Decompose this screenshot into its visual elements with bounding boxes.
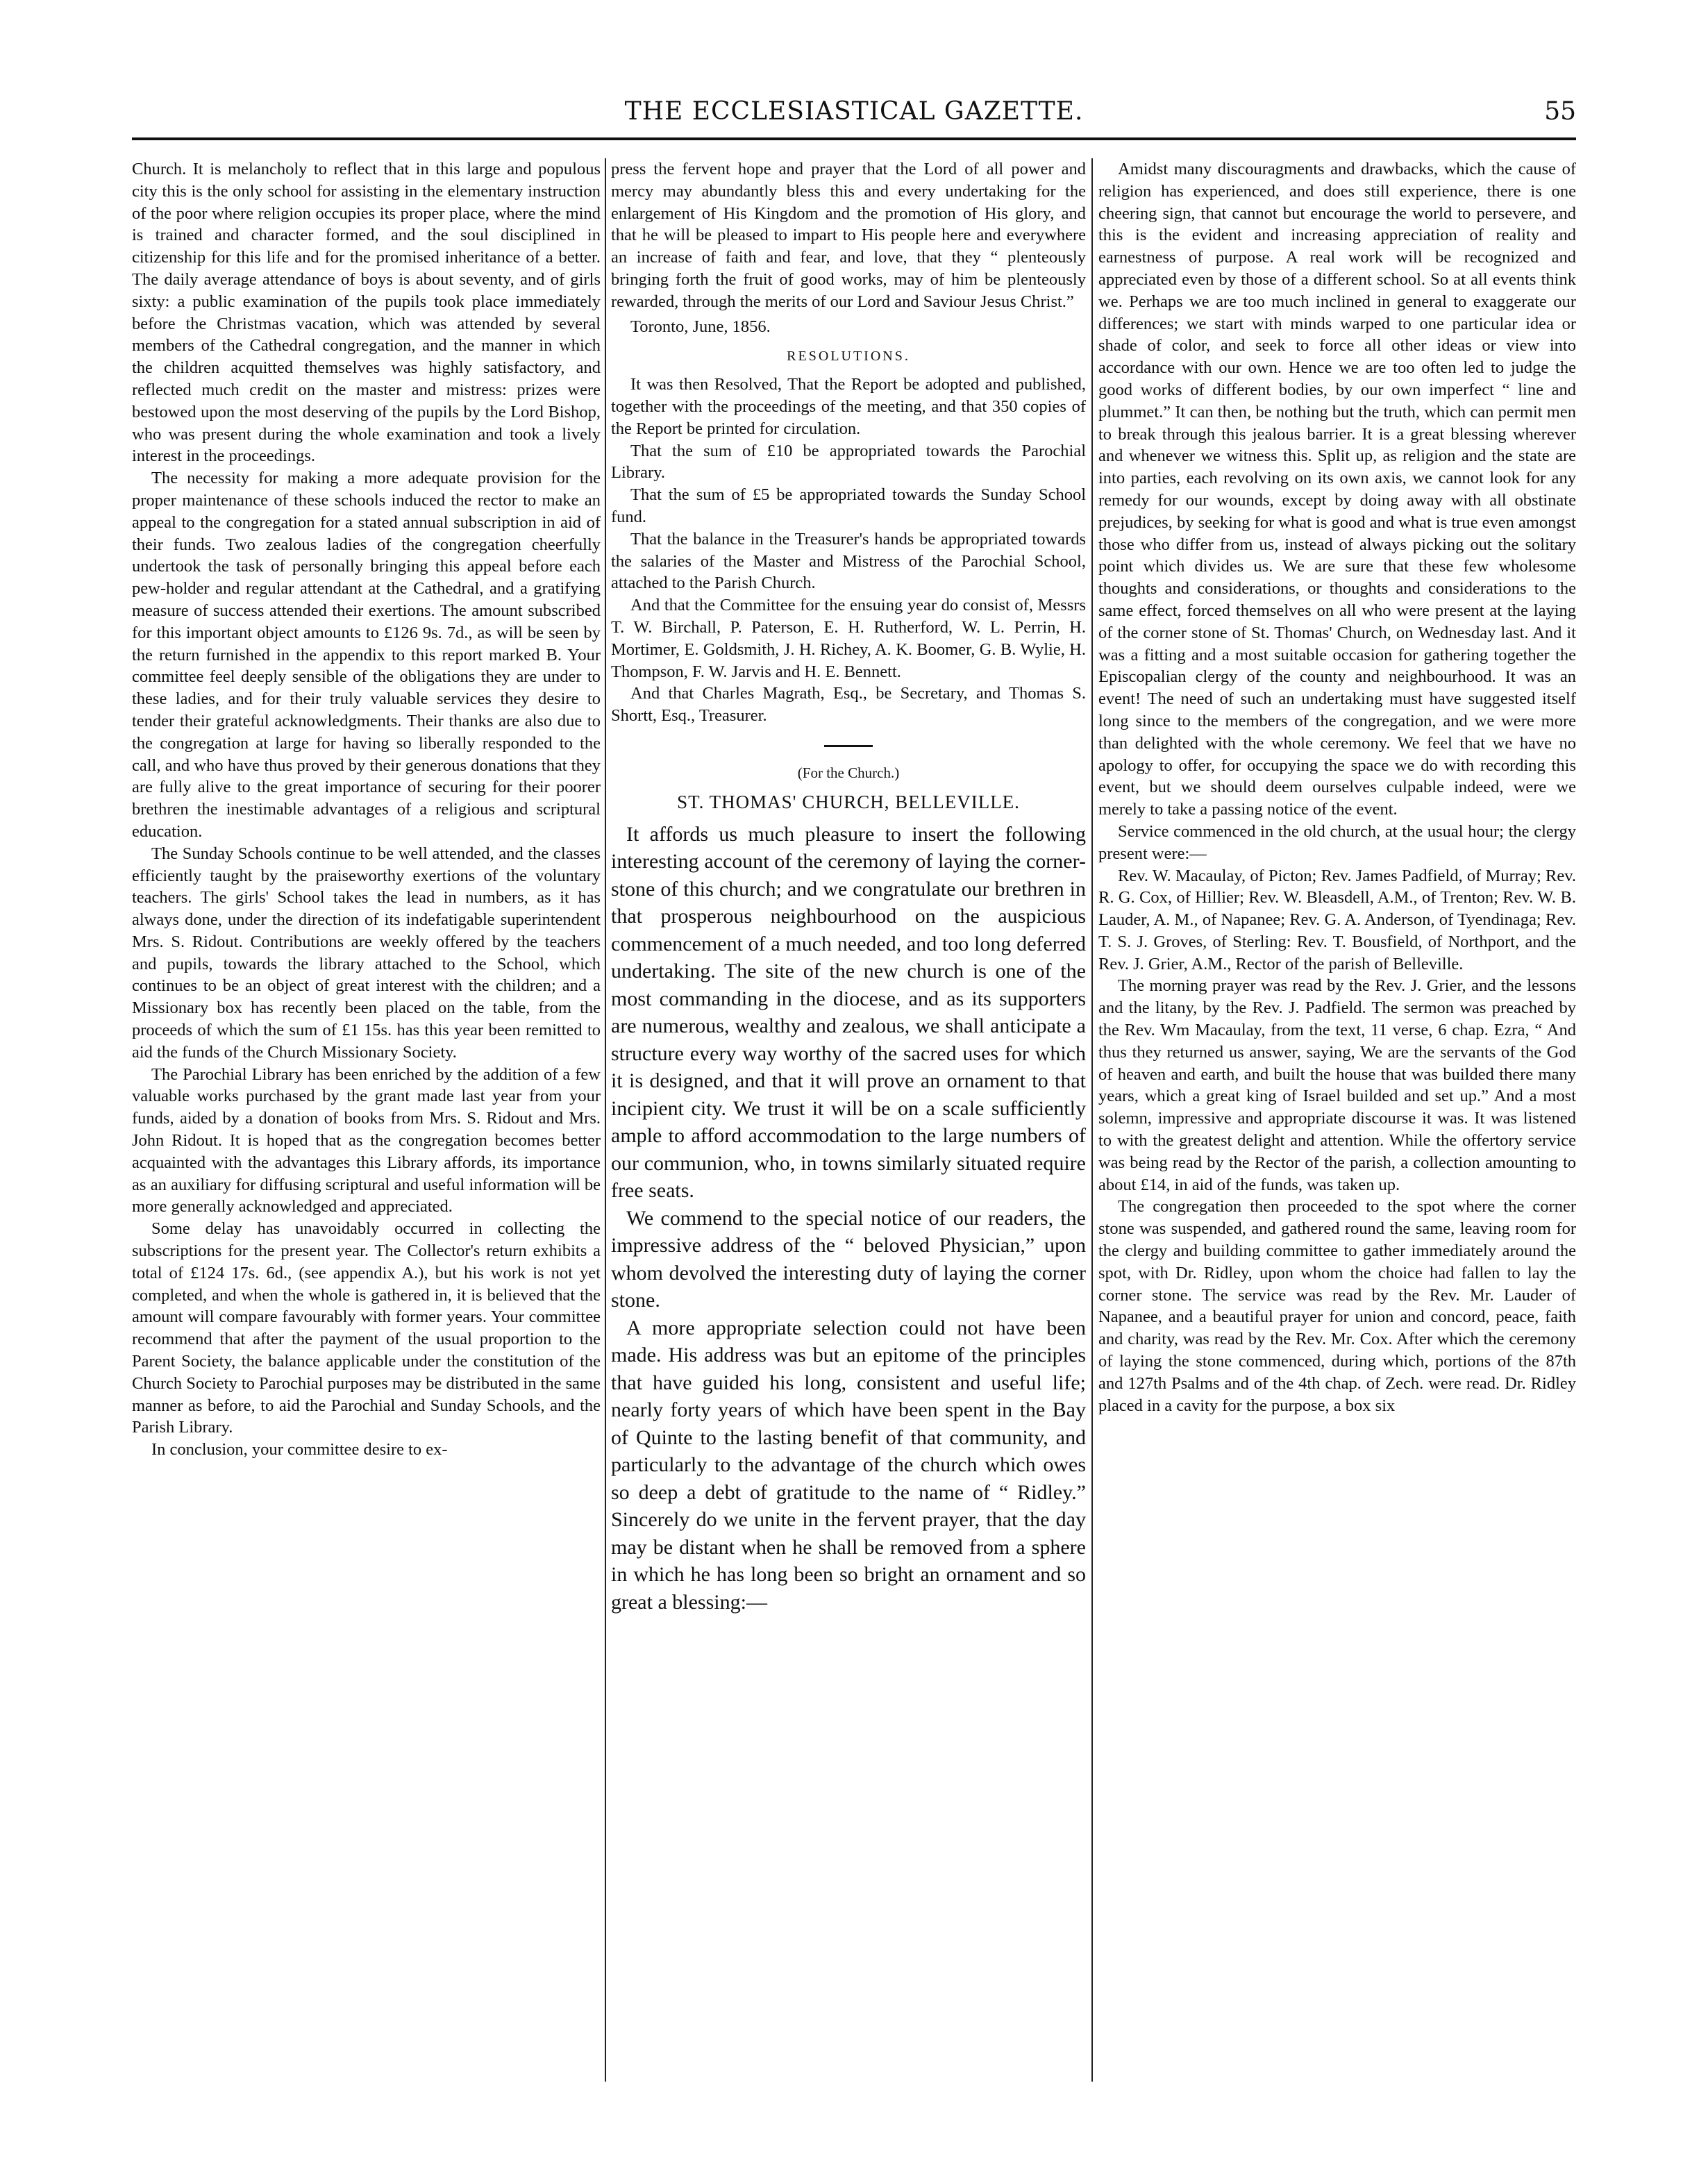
resolutions-heading: RESOLUTIONS. [787,349,910,365]
column-1 [132,158,601,2089]
report-closing: press the fervent hope and prayer that the Lord of all power and mercy may abundantly bless this and every undertaking for the enlargement of His Kingdom and the promotion of His glory, and that he will be pleased to impart to His people here and everywhere an increase of faith and fear, and love, that they “ plenteously bringing forth the fruit of good works, may of him be plenteously rewarded, through the merits of our Lord and Saviour Jesus Christ.” [611,160,1086,311]
resolution: That the sum of £10 be appropriated towards the Parochial Library. [611,441,1086,483]
column1-paragraph: The necessity for making a more adequate provision for the proper maintenance of these schools induced the rector to make an appeal to the congregation for a stated annual subscription in aid of their funds. Two zealous ladies of the congregation cheerfully undertook the task of personally bringing this appeal before each pew-holder and regular attendant at the Cathedral, and a gratifying measure of success attended their exertions. The amount subscribed for this important object amounts to £126 9s. 7d., as will be seen by the return furnished in the appendix to this report marked B. Your committee feel deeply sensible of the obligations they are under to these ladies, and for their truly valuable services they desire to tender their grateful acknowledgments. Their thanks are also due to the congregation at large for having so liberally responded to the call, and who have thus proved by their generous donations that they are fully alive to the great importance of securing for their poorer brethren the inestimable advantages of a religious and scriptural education. [132,469,601,841]
article-body [611,821,1086,1616]
column3-paragraph: Service commenced in the old church, at the usual hour; the clergy present were:— [1098,821,1576,863]
column3-paragraph: The morning prayer was read by the Rev. J. Grier, and the lessons and the litany, by the Rev. J. Padfield. The sermon was preached by the Rev. Wm Macaulay, from the text, 11 verse, 6 chap. Ezra, “ And thus they returned us answer, saying, We are the servants of the God of heaven and earth, and built the house that was builded there many years, which a great king of Israel builded and set up.” And a most solemn, impressive and appropriate discourse it was. It was listened to with the greatest delight and attention. While the offertory service was being read by the Rector of the parish, a collection amounting to about £14, in aid of the funds, was taken up. [1098,976,1576,1194]
gazette-title: THE ECCLESIASTICAL GAZETTE. [624,97,1084,126]
column1-paragraph: In conclusion, your committee desire to ex- [151,1440,448,1459]
article-paragraph: We commend to the special notice of our readers, the impressive address of the “ beloved Physician,” upon whom devolved the interesting duty of laying the corner stone. [611,1206,1086,1312]
article-credit: (For the Church.) [797,764,900,781]
resolution: And that Charles Magrath, Esq., be Secretary, and Thomas S. Shortt, Esq., Treasurer. [611,684,1086,726]
column1-paragraph: Some delay has unavoidably occurred in collecting the subscriptions for the present year. The Collector's return exhibits a total of £124 17s. 6d., (see appendix A.), but his work is not yet completed, and when the whole is gathered in, it is believed that the amount will compare favourably with former years. Your committee recommend that after the payment of the usual proportion to the Parent Society, the balance applicable under the constitution of the Church Society to Parochial purposes may be distributed in the same manner as before, to aid the Parochial and Sunday Schools, and the Parish Library. [132,1219,601,1437]
article-paragraph: It affords us much pleasure to insert the following interesting account of the ceremony of laying the corner-stone of this church; and we congratulate our brethren in that prosperous neighbourhood on the auspicious commencement of a much needed, and too long deferred undertaking. The site of the new church is one of the most commanding in the diocese, and as its supporters are numerous, wealthy and zealous, we shall anticipate a structure every way worthy of the sacred uses for which it is designed, and that it will prove an ornament to that incipient city. We trust it will be on a scale sufficiently ample to afford accommodation to the large numbers of our communion, who, in towns similarly situated require free seats. [611,822,1086,1203]
column1-paragraph: The Parochial Library has been enriched by the addition of a few valuable works purchased by the grant made last year from your funds, aided by a donation of books from Mrs. S. Ridout and Mrs. John Ridout. It is hoped that as the congregation becomes better acquainted with the advantages this Library affords, its importance as an auxiliary for diffusing scriptural and useful information will be more generally acknowledged and appreciated. [132,1064,601,1216]
report-dateline: Toronto, June, 1856. [630,317,771,336]
resolution: That the sum of £5 be appropriated towards the Sunday School fund. [611,485,1086,526]
column1-paragraph: Church. It is melancholy to reflect that in this large and populous city this is the only school for assisting in the elementary instruction of the poor where religion occupies its proper place, where the mind is trained and character formed, and the soul disciplined in citizenship for this life and for the promised inheritance of a better. The daily average attendance of boys is about seventy, and of girls sixty: a public examination of the pupils took place immediately before the Christmas vacation, which was attended by several members of the Cathedral congregation, and the manner in which the children acquitted themselves was highly satisfactory, and reflected much credit on the master and mistress: prizes were bestowed upon the most deserving of the pupils by the Lord Bishop, who was present during the whole examination and took a lively interest in the proceedings. [132,160,601,466]
column3-paragraph: Rev. W. Macaulay, of Picton; Rev. James Padfield, of Murray; Rev. R. G. Cox, of Hillier; Rev. W. Bleasdell, A.M., of Trenton; Rev. W. B. Lauder, A. M., of Napanee; Rev. G. A. Anderson, of Tyendinaga; Rev. T. S. J. Groves, of Sterling: Rev. T. Bousfield, of Northport, and the Rev. J. Grier, A.M., Rector of the parish of Belleville. [1098,866,1576,973]
article-title: ST. THOMAS' CHURCH, BELLEVILLE. [677,791,1020,812]
column-2 [611,158,1086,2089]
header-rule [132,137,1576,140]
resolution: And that the Committee for the ensuing year do consist of, Messrs T. W. Birchall, P. Paterson, E. H. Rutherford, W. L. Perrin, H. Mortimer, E. Goldsmith, J. H. Richey, A. K. Boomer, G. B. Wylie, H. Thompson, F. W. Jarvis and H. E. Bennett. [611,596,1086,681]
column1-paragraph: The Sunday Schools continue to be well attended, and the classes efficiently taught by the praiseworthy exertions of the voluntary teachers. The girls' School takes the lead in numbers, as it has always done, under the direction of its indefatigable superintendent Mrs. S. Ridout. Contributions are weekly offered by the teachers and pupils, towards the library attached to the School, which continues to be an object of great interest with the children; and a Missionary box has recently been placed on the table, from the proceeds of which the sum of £1 15s. has this year been remitted to aid the funds of the Church Missionary Society. [132,844,601,1062]
column-divider [1091,158,1093,2082]
resolution: It was then Resolved, That the Report be adopted and published, together with the proceedings of the meeting, and that 350 copies of the Report be printed for circulation. [611,375,1086,438]
article-paragraph: A more appropriate selection could not have been made. His address was but an epitome of the principles that have guided his long, consistent and useful life; nearly forty years of which have been spent in the Bay of Quinte to the lasting benefit of that community, and particularly to the advantage of the church which owes so deep a debt of gratitude to the name of “ Ridley.” Sincerely do we unite in the fervent prayer, that the day may be distant when he shall be removed from a sphere in which he has long been so bright an ornament and so great a blessing:— [611,1316,1086,1614]
column-divider [605,158,606,2082]
column-3 [1098,158,1576,2089]
section-divider [824,745,873,747]
page-number: 55 [1544,97,1576,126]
resolution: That the balance in the Treasurer's hands be appropriated towards the salaries of the Master and Mistress of the Parochial School, attached to the Parish Church. [611,529,1086,593]
page-header [132,83,1576,132]
column3-paragraph: Amidst many discouragments and drawbacks, which the cause of religion has experienced, and does still experience, there is one cheering sign, that cannot but encourage the world to persevere, and this is the evident and increasing appreciation of reality and earnestness of purpose. A real work will be recognized and appreciated even by those of a different school. So at all events think we. Perhaps we are too much inclined in general to exaggerate our differences; we start with minds warped to one particular idea or shade of color, and seek to force all other ideas or view into accordance with our own. Hence we are too often led to judge the good works of different bodies, by our own imperfect “ line and plummet.” It can then, be nothing but the truth, which can permit men to break through this jealous barrier. It is a great blessing wherever and whenever we witness this. Split up, as religion and the state are into parties, each revolving on its own axis, we cannot look for any remedy for our wounds, except by doing away with all obstinate prejudices, by seeking for what is good and what is true even amongst those who differ from us, instead of always picking out the solitary point which divides us. We are sure that these few wholesome thoughts and considerations, or thoughts and considerations to the same effect, forced themselves on all who were present at the laying of the corner stone of St. Thomas' Church, on Wednesday last. And it was a fitting and a most suitable occasion for gathering together the Episcopalian clergy of the county and neighbourhood. It was an event! The need of such an undertaking must have suggested itself long since to the members of the congregation, and we were more than delighted with the whole ceremony. We feel that we have no apology to offer, for occupying the space we do with recording this event, but we should deem ourselves culpable indeed, were we merely to take a passing notice of the event. [1098,160,1576,819]
column3-paragraph: The congregation then proceeded to the spot where the corner stone was suspended, and gathered round the same, leaving room for the clergy and building committee to gather immediately around the spot, with Dr. Ridley, upon whom the choice had fallen to lay the corner stone. The service was read by the Rev. Mr. Lauder of Napanee, and a beautiful prayer for union and concord, peace, faith and charity, was read by the Rev. Mr. Cox. After which the ceremony of laying the stone commenced, during which, portions of the 87th and 127th Psalms and of the 4th chap. of Zech. were read. Dr. Ridley placed in a cavity for the purpose, a box six [1098,1197,1576,1415]
